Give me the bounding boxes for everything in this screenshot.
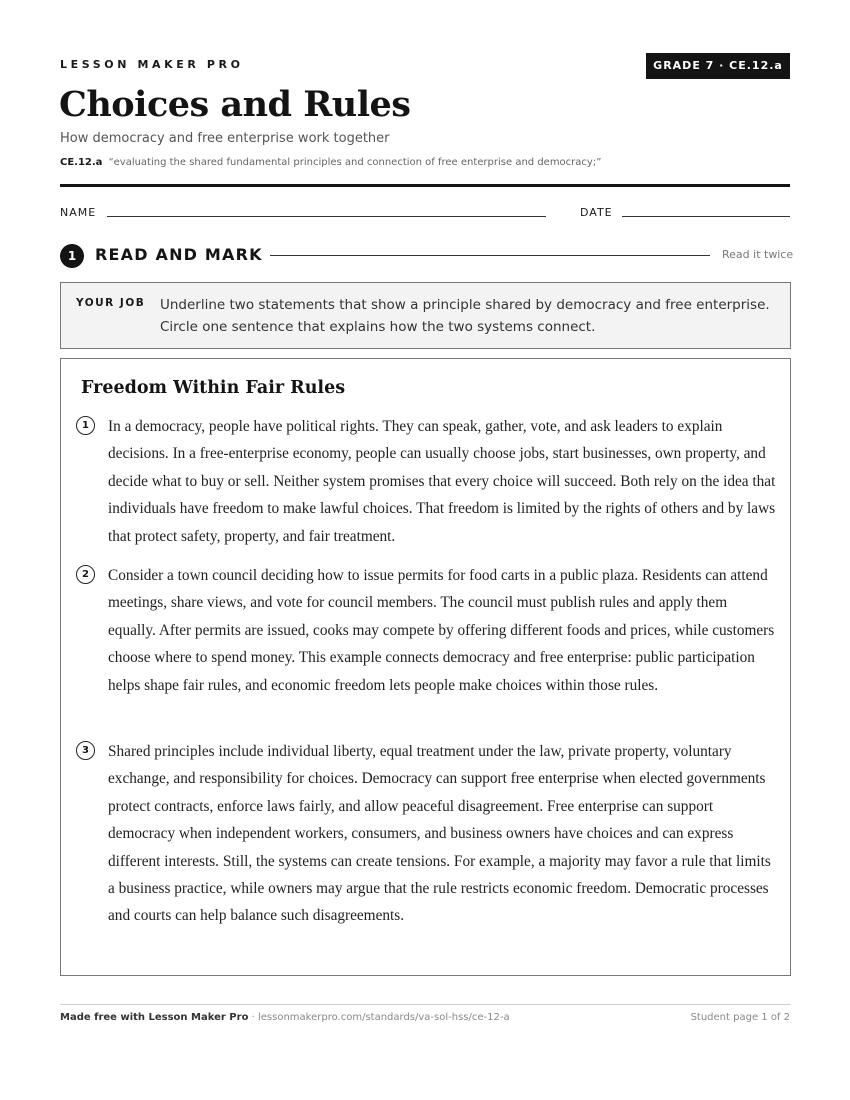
job-instruction-line: Underline two statements that show a principle shared by democracy and free enterprise. (160, 297, 770, 313)
passage-paragraph: Consider a town council deciding how to issue permits for food carts in a public plaza. Residents can attend meetings, share views, and vote for council members. The council must publish rules and apply them equally. After permits are issued, cooks may compete by offering different foods and prices, while customers choose where to spend money. This example connects democracy and free enterprise: public participation helps shape fair rules, and economic freedom lets people make choices within those rules. (108, 567, 775, 694)
date-field[interactable] (622, 216, 790, 217)
passage-title: Freedom Within Fair Rules (81, 378, 346, 398)
page-title: Choices and Rules (59, 84, 411, 125)
standard-code: CE.12.a (60, 157, 103, 168)
standard-line (60, 157, 601, 168)
job-box (60, 282, 791, 349)
grade-badge: GRADE 7 · CE.12.a (646, 53, 790, 79)
section-title: READ AND MARK (95, 245, 263, 264)
page-subtitle: How democracy and free enterprise work together (60, 131, 390, 146)
passage-paragraph: In a democracy, people have political rights. They can speak, gather, vote, and ask leaders to explain decisions. In a free-enterprise economy, people can usually choose jobs, start businesses, own property, and decide what to buy or sell. Neither system promises that every choice will succeed. Both rely on the idea that individuals have freedom to make lawful choices. That freedom is limited by the rights of others and by laws that protect safety, property, and fair treatment. (108, 418, 776, 545)
footer-credit (60, 1012, 510, 1023)
brand-wordmark: LESSON MAKER PRO (60, 58, 244, 71)
section-hint: Read it twice (722, 248, 794, 261)
job-instruction-line: Circle one sentence that explains how the two systems connect. (160, 319, 596, 335)
footer-url[interactable]: · lessonmakerpro.com/standards/va-sol-hss/ce-12-a (251, 1012, 510, 1023)
reading-passage (60, 358, 791, 976)
standard-text: “evaluating the shared fundamental principles and connection of free enterprise and democracy;” (108, 157, 602, 168)
page-indicator: Student page 1 of 2 (690, 1012, 790, 1023)
footer-made-with: Made free with Lesson Maker Pro (60, 1012, 249, 1023)
date-label: DATE (580, 206, 613, 219)
paragraph-number-badge: 2 (76, 565, 95, 584)
job-label: YOUR JOB (76, 297, 146, 309)
section-divider (270, 255, 710, 256)
job-instructions (160, 294, 780, 338)
header-divider (60, 184, 790, 187)
footer-divider (60, 1004, 790, 1005)
paragraph-number-badge: 1 (76, 416, 95, 435)
paragraph-number-badge: 3 (76, 741, 95, 760)
passage-paragraph: Shared principles include individual liberty, equal treatment under the law, private property, voluntary exchange, and responsibility for choices. Democracy can support free enterprise when elected governments protect contracts, enforce laws fairly, and allow peaceful disagreement. Free enterprise can support democracy when independent workers, consumers, and business owners have choices and can express different interests. Still, the systems can create tensions. For example, a majority may favor a rule that limits a business practice, while owners may argue that the rule restricts economic freedom. Democratic processes and courts can help balance such disagreements. (108, 743, 771, 925)
name-label: NAME (60, 206, 97, 219)
name-field[interactable] (107, 216, 546, 217)
step-number-badge: 1 (60, 244, 84, 268)
